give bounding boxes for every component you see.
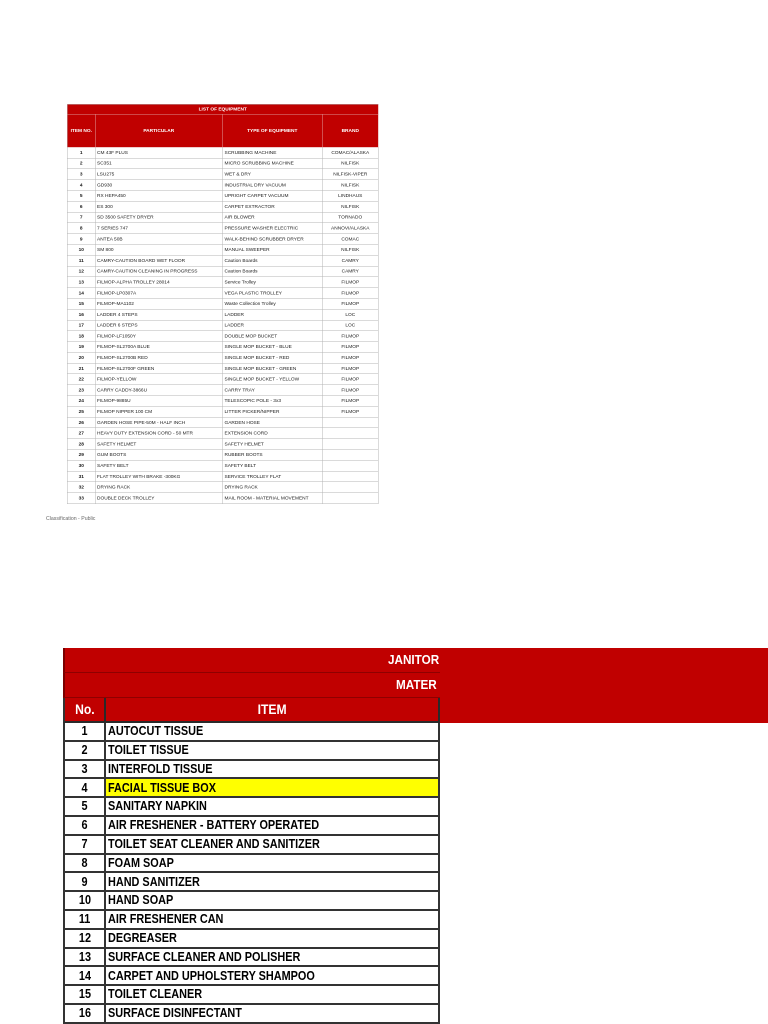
- equipment-type-cell: SINGLE MOP BUCKET - RED: [223, 353, 323, 364]
- supply-item-cell: [106, 930, 440, 949]
- equipment-type-cell: Service Trolley: [223, 277, 323, 288]
- particular-cell: LADDER 4 STEPS: [96, 309, 223, 320]
- equipment-type-cell: Caution Boards: [223, 266, 323, 277]
- supply-item-cell: [106, 1005, 440, 1024]
- particular-cell: FILMOP-ALPHA TROLLEY 28014: [96, 277, 223, 288]
- supply-item-name: DEGREASER: [108, 930, 177, 945]
- particular-cell: GARDEN HOSE PIPE-50M - HALF INCH: [96, 417, 223, 428]
- classification-label: Classification - Public: [46, 516, 96, 522]
- particular-cell: FILMOP-LF1050Y: [96, 331, 223, 342]
- brand-cell: FILMOP: [323, 407, 379, 418]
- equipment-type-cell: UPRIGHT CARPET VACUUM: [223, 191, 323, 202]
- supply-no-cell: [63, 1005, 106, 1024]
- item-no-cell: 25: [68, 407, 96, 418]
- item-no-cell: 20: [68, 353, 96, 364]
- brand-cell: [323, 461, 379, 472]
- supply-item-cell: [106, 911, 440, 930]
- item-no-cell: 19: [68, 342, 96, 353]
- supply-item-cell: [106, 836, 440, 855]
- particular-cell: DOUBLE DECK TROLLEY: [96, 493, 223, 504]
- supply-item-name: AIR FRESHENER - BATTERY OPERATED: [108, 818, 320, 833]
- brand-cell: FILMOP: [323, 288, 379, 299]
- item-no-cell: 21: [68, 363, 96, 374]
- supply-no-cell: [63, 742, 106, 761]
- supply-no-cell: [63, 723, 106, 742]
- item-no-cell: 16: [68, 309, 96, 320]
- brand-cell: NILFISK: [323, 158, 379, 169]
- brand-cell: COMAC/ALASKA: [323, 148, 379, 159]
- supply-no: 7: [81, 836, 88, 851]
- supply-no-cell: [63, 779, 106, 798]
- supply-item-name: INTERFOLD TISSUE: [108, 761, 213, 776]
- brand-cell: FILMOP: [323, 363, 379, 374]
- header-no: [63, 698, 106, 723]
- equipment-type-cell: INDUSTRIAL DRY VACUUM: [223, 180, 323, 191]
- particular-cell: FILMOP-SL2700B RED: [96, 353, 223, 364]
- header-brand: BRAND: [323, 115, 379, 148]
- supply-no-cell: [63, 949, 106, 968]
- supply-no: 6: [81, 818, 88, 833]
- header-type-of-equipment: TYPE OF EQUIPMENT: [223, 115, 323, 148]
- supply-item-name: AIR FRESHENER CAN: [108, 912, 224, 927]
- item-no-cell: 27: [68, 428, 96, 439]
- brand-cell: [323, 482, 379, 493]
- equipment-type-cell: CARRY TRAY: [223, 385, 323, 396]
- supply-no: 3: [81, 761, 88, 776]
- brand-cell: FILMOP: [323, 299, 379, 310]
- item-no-cell: 5: [68, 191, 96, 202]
- supply-item-name: FOAM SOAP: [108, 855, 174, 870]
- brand-cell: [323, 428, 379, 439]
- item-no-cell: 29: [68, 450, 96, 461]
- supply-no: 12: [78, 930, 91, 945]
- supply-no: 1: [81, 724, 88, 739]
- item-no-cell: 13: [68, 277, 96, 288]
- header-item-label: ITEM: [257, 701, 287, 717]
- brand-cell: FILMOP: [323, 396, 379, 407]
- header-no-label: No.: [74, 701, 95, 717]
- equipment-grid: [67, 104, 379, 504]
- particular-cell: FILMOP-SL2700A BLUE: [96, 342, 223, 353]
- supply-no: 5: [81, 799, 88, 814]
- supply-no: 13: [78, 949, 91, 964]
- supply-no-cell: [63, 986, 106, 1005]
- brand-cell: [323, 493, 379, 504]
- equipment-type-cell: PRESSURE WASHER ELECTRIC: [223, 223, 323, 234]
- brand-cell: [323, 417, 379, 428]
- item-no-cell: 30: [68, 461, 96, 472]
- equipment-type-cell: Waste Collection Trolley: [223, 299, 323, 310]
- supply-item-cell: [106, 761, 440, 780]
- equipment-table-title: LIST OF EQUIPMENT: [68, 105, 379, 115]
- item-no-cell: 26: [68, 417, 96, 428]
- equipment-type-cell: DRYING RACK: [223, 482, 323, 493]
- equipment-type-cell: MANUAL SWEEPER: [223, 245, 323, 256]
- header-band-extension: [440, 648, 768, 723]
- item-no-cell: 22: [68, 374, 96, 385]
- item-no-cell: 1: [68, 148, 96, 159]
- item-no-cell: 14: [68, 288, 96, 299]
- brand-cell: NILFISK: [323, 201, 379, 212]
- particular-cell: RX HEPA450: [96, 191, 223, 202]
- brand-cell: [323, 471, 379, 482]
- particular-cell: GUM BOOTS: [96, 450, 223, 461]
- supplies-grid: [63, 698, 440, 1024]
- supply-item-cell: [106, 892, 440, 911]
- supply-item-cell: [106, 723, 440, 742]
- equipment-type-cell: SINGLE MOP BUCKET - GREEN: [223, 363, 323, 374]
- supply-item-cell: [106, 986, 440, 1005]
- supply-item-name: AUTOCUT TISSUE: [108, 724, 204, 739]
- brand-cell: LINDHAUS: [323, 191, 379, 202]
- particular-cell: HEAVY DUTY EXTENSION CORD - 50 MTR: [96, 428, 223, 439]
- brand-cell: FILMOP: [323, 331, 379, 342]
- item-no-cell: 24: [68, 396, 96, 407]
- item-no-cell: 33: [68, 493, 96, 504]
- item-no-cell: 6: [68, 201, 96, 212]
- particular-cell: ANTEA 50B: [96, 234, 223, 245]
- supply-item-name: SURFACE CLEANER AND POLISHER: [108, 949, 301, 964]
- supply-no-cell: [63, 967, 106, 986]
- supply-item-cell: [106, 855, 440, 874]
- supply-no: 14: [78, 968, 91, 983]
- supply-item-name: TOILET TISSUE: [108, 742, 189, 757]
- particular-cell: FLAT TROLLEY WITH BRAKE -300KG: [96, 471, 223, 482]
- particular-cell: FILMOP-LP0307A: [96, 288, 223, 299]
- equipment-type-cell: WET & DRY: [223, 169, 323, 180]
- particular-cell: SD 3500 SAFETY DRYER: [96, 212, 223, 223]
- supply-no-cell: [63, 892, 106, 911]
- supply-item-name: TOILET CLEANER: [108, 987, 203, 1002]
- supply-no-cell: [63, 873, 106, 892]
- table-subtitle-band: [63, 673, 440, 698]
- brand-cell: NILFISK: [323, 180, 379, 191]
- particular-cell: CAMRY-CAUTION BOARD WET FLOOR: [96, 255, 223, 266]
- header-item: [106, 698, 440, 723]
- particular-cell: CAMRY-CAUTION CLEANING IN PROGRESS: [96, 266, 223, 277]
- supply-no: 2: [81, 742, 88, 757]
- brand-cell: FILMOP: [323, 277, 379, 288]
- supply-item-cell: [106, 817, 440, 836]
- equipment-type-cell: GARDEN HOSE: [223, 417, 323, 428]
- equipment-type-cell: VEGA PLASTIC TROLLEY: [223, 288, 323, 299]
- supply-item-cell: [106, 779, 440, 798]
- equipment-type-cell: LITTER PICKER/NIPPER: [223, 407, 323, 418]
- supply-no-cell: [63, 817, 106, 836]
- supply-item-name: SURFACE DISINFECTANT: [108, 1006, 242, 1021]
- equipment-type-cell: AIR BLOWER: [223, 212, 323, 223]
- brand-cell: FILMOP: [323, 353, 379, 364]
- equipment-type-cell: SAFETY BELT: [223, 461, 323, 472]
- header-particular: PARTICULAR: [96, 115, 223, 148]
- particular-cell: 7 SERIES 747: [96, 223, 223, 234]
- equipment-type-cell: SINGLE MOP BUCKET - YELLOW: [223, 374, 323, 385]
- supply-no: 10: [78, 893, 91, 908]
- supply-item-cell: [106, 742, 440, 761]
- particular-cell: FILMOP-SL2700F GREEN: [96, 363, 223, 374]
- supply-no: 9: [81, 874, 88, 889]
- table-title-band: [63, 648, 440, 673]
- brand-cell: CAMRY: [323, 255, 379, 266]
- table-title: JANITOR: [388, 652, 440, 667]
- item-no-cell: 23: [68, 385, 96, 396]
- supply-no-cell: [63, 836, 106, 855]
- supply-item-name: SANITARY NAPKIN: [108, 799, 207, 814]
- particular-cell: SM 800: [96, 245, 223, 256]
- equipment-type-cell: CARPET EXTRACTOR: [223, 201, 323, 212]
- equipment-type-cell: SCRUBBING MACHINE: [223, 148, 323, 159]
- supply-no: 4: [81, 780, 88, 795]
- supply-no-cell: [63, 855, 106, 874]
- supply-item-cell: [106, 949, 440, 968]
- item-no-cell: 11: [68, 255, 96, 266]
- particular-cell: SAFETY HELMET: [96, 439, 223, 450]
- item-no-cell: 3: [68, 169, 96, 180]
- table-subtitle: MATER: [396, 677, 437, 692]
- supply-item-cell: [106, 798, 440, 817]
- item-no-cell: 8: [68, 223, 96, 234]
- equipment-type-cell: SERVICE TROLLEY FLAT: [223, 471, 323, 482]
- item-no-cell: 28: [68, 439, 96, 450]
- equipment-type-cell: MAIL ROOM - MATERIAL MOVEMENT: [223, 493, 323, 504]
- item-no-cell: 17: [68, 320, 96, 331]
- particular-cell: FILMOP-YELLOW: [96, 374, 223, 385]
- item-no-cell: 32: [68, 482, 96, 493]
- header-item-no: ITEM NO.: [68, 115, 96, 148]
- janitorial-materials-table: [63, 648, 768, 1024]
- brand-cell: FILMOP: [323, 374, 379, 385]
- equipment-type-cell: SINGLE MOP BUCKET - BLUE: [223, 342, 323, 353]
- supply-item-name: HAND SANITIZER: [108, 874, 200, 889]
- particular-cell: FILMOP-MA1102: [96, 299, 223, 310]
- equipment-type-cell: Caution Boards: [223, 255, 323, 266]
- brand-cell: COMAC: [323, 234, 379, 245]
- equipment-type-cell: LADDER: [223, 320, 323, 331]
- supply-no-cell: [63, 911, 106, 930]
- particular-cell: DRYING RACK: [96, 482, 223, 493]
- brand-cell: FILMOP: [323, 385, 379, 396]
- item-no-cell: 15: [68, 299, 96, 310]
- particular-cell: FILMOP-9885U: [96, 396, 223, 407]
- supply-no: 16: [78, 1006, 91, 1021]
- brand-cell: [323, 439, 379, 450]
- brand-cell: CAMRY: [323, 266, 379, 277]
- brand-cell: LOC: [323, 309, 379, 320]
- particular-cell: CM 43F PLUS: [96, 148, 223, 159]
- item-no-cell: 12: [68, 266, 96, 277]
- equipment-type-cell: RUBBER BOOTS: [223, 450, 323, 461]
- supply-item-name: HAND SOAP: [108, 893, 174, 908]
- brand-cell: LOC: [323, 320, 379, 331]
- particular-cell: GD930: [96, 180, 223, 191]
- equipment-table: [67, 104, 379, 504]
- supply-item-cell: [106, 873, 440, 892]
- brand-cell: FILMOP: [323, 342, 379, 353]
- item-no-cell: 9: [68, 234, 96, 245]
- brand-cell: NILFISK-VIPER: [323, 169, 379, 180]
- supply-item-name: TOILET SEAT CLEANER AND SANITIZER: [108, 836, 320, 851]
- brand-cell: NILFISK: [323, 245, 379, 256]
- supply-no: 11: [78, 912, 91, 927]
- item-no-cell: 18: [68, 331, 96, 342]
- particular-cell: SC351: [96, 158, 223, 169]
- supply-no-cell: [63, 761, 106, 780]
- item-no-cell: 31: [68, 471, 96, 482]
- item-no-cell: 10: [68, 245, 96, 256]
- equipment-type-cell: MICRO SCRUBBING MACHINE: [223, 158, 323, 169]
- particular-cell: LADDER 6 STEPS: [96, 320, 223, 331]
- supply-no-cell: [63, 798, 106, 817]
- particular-cell: LSU275: [96, 169, 223, 180]
- particular-cell: CARRY CADDY-3866U: [96, 385, 223, 396]
- item-no-cell: 7: [68, 212, 96, 223]
- particular-cell: SAFETY BELT: [96, 461, 223, 472]
- equipment-type-cell: TELESCOPIC POLE - 3x3: [223, 396, 323, 407]
- item-no-cell: 4: [68, 180, 96, 191]
- item-no-cell: 2: [68, 158, 96, 169]
- supply-item-cell: [106, 967, 440, 986]
- particular-cell: FILMOP NIPPER 100 CM: [96, 407, 223, 418]
- supply-no: 15: [78, 987, 91, 1002]
- supply-item-name: FACIAL TISSUE BOX: [108, 780, 216, 795]
- equipment-type-cell: SAFETY HELMET: [223, 439, 323, 450]
- particular-cell: ES 300: [96, 201, 223, 212]
- supply-no: 8: [81, 855, 88, 870]
- brand-cell: [323, 450, 379, 461]
- brand-cell: TORNADO: [323, 212, 379, 223]
- supply-item-name: CARPET AND UPHOLSTERY SHAMPOO: [108, 968, 315, 983]
- equipment-type-cell: DOUBLE MOP BUCKET: [223, 331, 323, 342]
- supply-no-cell: [63, 930, 106, 949]
- equipment-type-cell: WALK-BEHIND SCRUBBER DRYER: [223, 234, 323, 245]
- equipment-type-cell: LADDER: [223, 309, 323, 320]
- equipment-type-cell: EXTENSION CORD: [223, 428, 323, 439]
- brand-cell: ANNOVI/ALASKA: [323, 223, 379, 234]
